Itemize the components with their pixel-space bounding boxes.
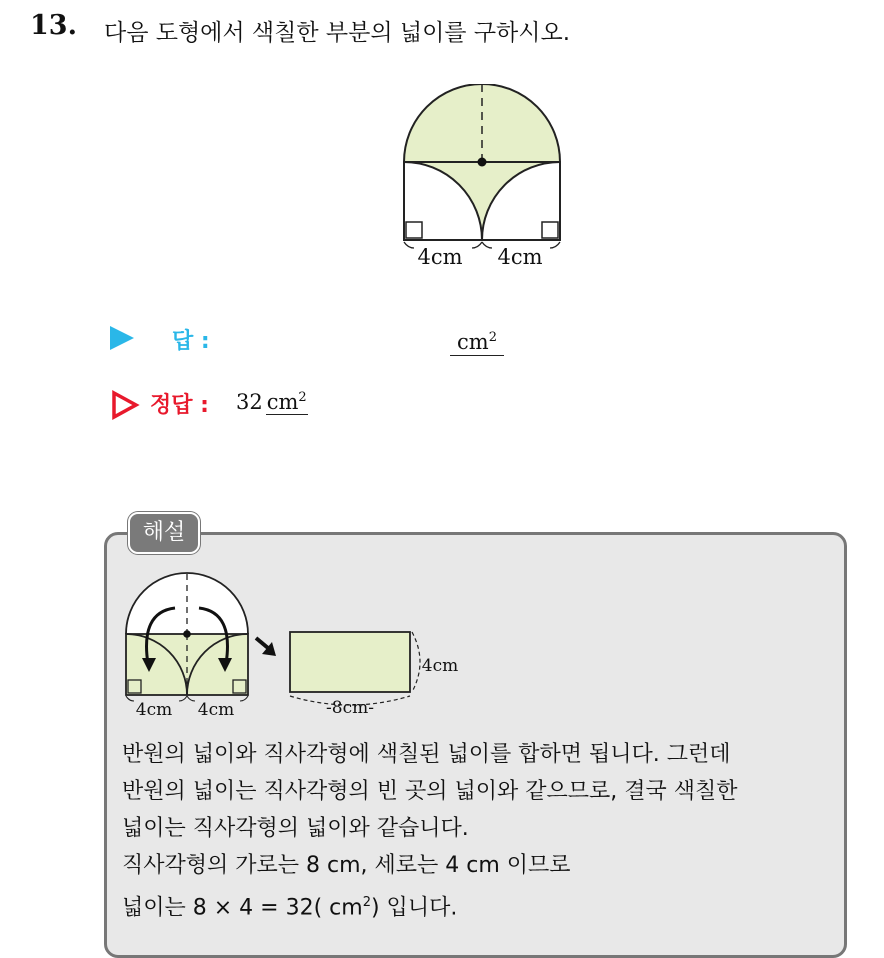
key-row (110, 386, 410, 426)
transform-arrow-icon (256, 638, 268, 648)
outline-arrow-icon (110, 390, 140, 420)
svg-text:4cm: 4cm (197, 700, 235, 720)
answer-blank[interactable]: $cm^2$ (450, 330, 504, 356)
key-value: 32 $cm^2$ (236, 390, 307, 414)
svg-text:-8cm-: -8cm- (326, 698, 374, 718)
solution-tag: 해설 (128, 512, 200, 554)
solution-figure (120, 572, 480, 722)
solution-line: 넓이는 8 × 4 = 32( $cm^2$) 입니다. (122, 895, 458, 921)
label-left-width: 4cm (417, 245, 463, 269)
svg-text:4cm: 4cm (421, 656, 459, 676)
solution-line: 직사각형의 가로는 8 cm, 세로는 4 cm 이므로 (122, 853, 571, 878)
answer-label: 답 : (172, 329, 210, 354)
solution-line: 넓이는 직사각형의 넓이와 같습니다. (122, 816, 469, 841)
solution-line: 반원의 넓이와 직사각형에 색칠된 넓이를 합하면 됩니다. 그런데 (122, 742, 731, 767)
play-arrow-icon (110, 326, 134, 350)
question-text: 다음 도형에서 색칠한 부분의 넓이를 구하시오. (104, 20, 571, 46)
answer-row (110, 322, 530, 362)
svg-text:4cm: 4cm (135, 700, 173, 720)
center-dot (478, 158, 487, 167)
shaded-semicircle (404, 84, 560, 162)
result-rectangle (290, 632, 410, 692)
main-figure (398, 84, 568, 274)
label-right-width: 4cm (497, 245, 543, 269)
solution-text (122, 736, 838, 926)
question-number: 13. (30, 10, 77, 41)
key-label: 정답 : (150, 393, 209, 418)
solution-line: 반원의 넓이는 직사각형의 빈 곳의 넓이와 같으므로, 결국 색칠한 (122, 779, 738, 804)
